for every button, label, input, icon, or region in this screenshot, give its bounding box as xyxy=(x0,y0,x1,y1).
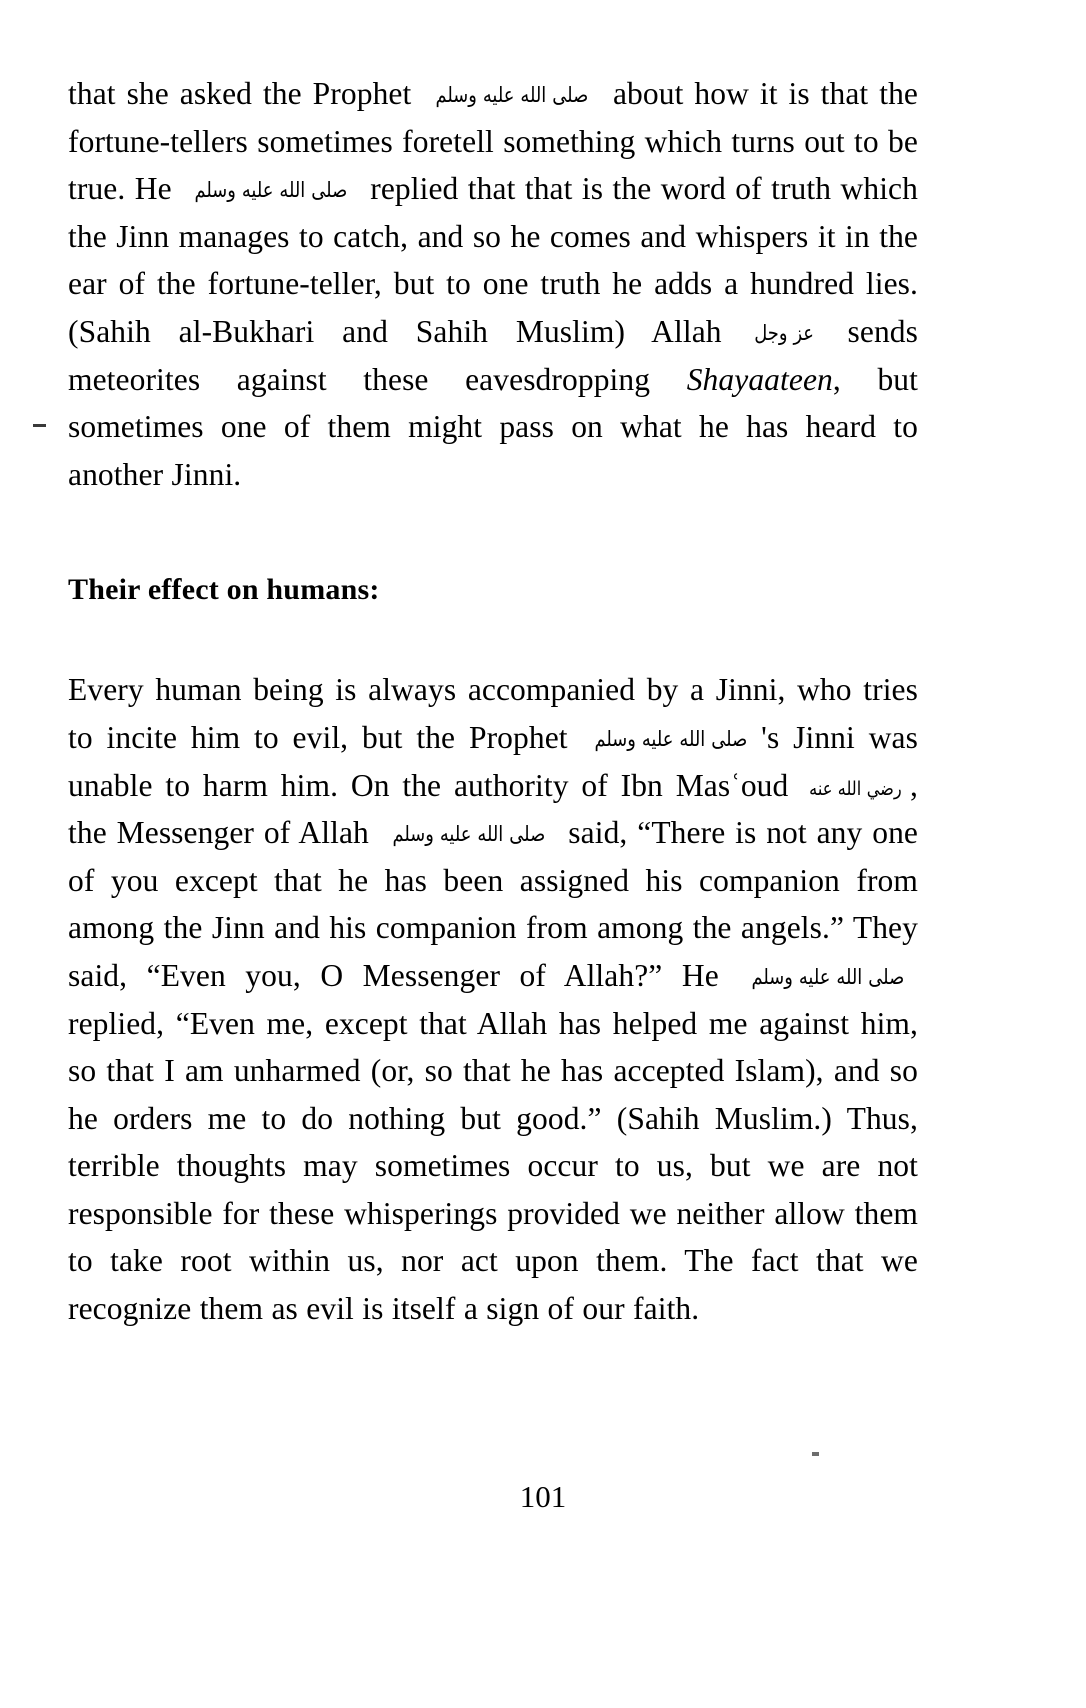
heading-spacer xyxy=(68,610,918,666)
text-segment: that she asked the Prophet xyxy=(68,76,423,111)
sallallahu-alayhi-wasallam-icon: صلى الله عليه وسلم xyxy=(594,726,748,751)
page-content xyxy=(68,70,918,1333)
radiyallahu-anhu-icon: رضي الله عنه xyxy=(809,778,902,801)
paragraph-jinn-eavesdropping xyxy=(68,70,918,498)
sallallahu-alayhi-wasallam-icon: صلى الله عليه وسلم xyxy=(392,822,545,847)
text-segment: , the Messenger of Allah xyxy=(68,767,918,851)
paragraph-spacer xyxy=(68,498,918,570)
text-segment: about how it is that the fortune-tellers sometimes foretell something which turns out to be true. He xyxy=(68,76,918,207)
transliterated-term-shayaateen: Shayaateen xyxy=(686,361,833,397)
sallallahu-alayhi-wasallam-icon: صلى الله عليه وسلم xyxy=(435,82,589,107)
text-segment: , but sometimes one of them might pass on what he has heard to another Jinni. xyxy=(68,361,919,492)
text-segment: Every human being is always accompanied by a Jinni, who tries to incite him to evil, but the Prophet xyxy=(68,672,918,755)
page-number: 101 xyxy=(519,1479,567,1514)
text-segment: 's Jinni was unable to harm him. On the authority of Ibn Masʿoud xyxy=(68,719,918,803)
text-segment: replied, “Even me, except that Allah has helped me against him, so that I am unharmed (or, so that he has accepted Islam), and so he orders me to do nothing but good.” (Sahih Muslim.) Thus, terrible thoughts may sometimes occur to us, but we are not responsible for these whisperings provided we neither allow them to take root within us, nor act upon them. The fact that we recognize them as evil is itself a sign of our faith. xyxy=(68,1005,918,1327)
sallallahu-alayhi-wasallam-icon: صلى الله عليه وسلم xyxy=(751,964,905,989)
paragraph-effect-on-humans xyxy=(68,666,918,1332)
scan-artifact-bottom xyxy=(812,1452,819,1456)
sallallahu-alayhi-wasallam-icon: صلى الله عليه وسلم xyxy=(194,178,348,203)
scan-artifact-left-margin xyxy=(33,424,46,427)
azza-wa-jall-icon: عز وجل xyxy=(754,320,815,345)
text-segment: said, “There is not any one of you except that he has been assigned his companion from among the Jinn and his companion from among the angels.” They said, “Even you, O Messenger of Allah?” He xyxy=(68,815,919,993)
section-heading-their-effect-on-humans: Their effect on humans: xyxy=(68,573,380,607)
text-segment: sends meteorites against these eavesdropping xyxy=(68,313,919,397)
text-segment: replied that that is the word of truth which the Jinn manages to catch, and so he comes and whispers it in the ear of the fortune-teller, but to one truth he adds a hundred lies. (Sahih al-Bukhari and Sahih Muslim) Allah xyxy=(68,171,918,349)
